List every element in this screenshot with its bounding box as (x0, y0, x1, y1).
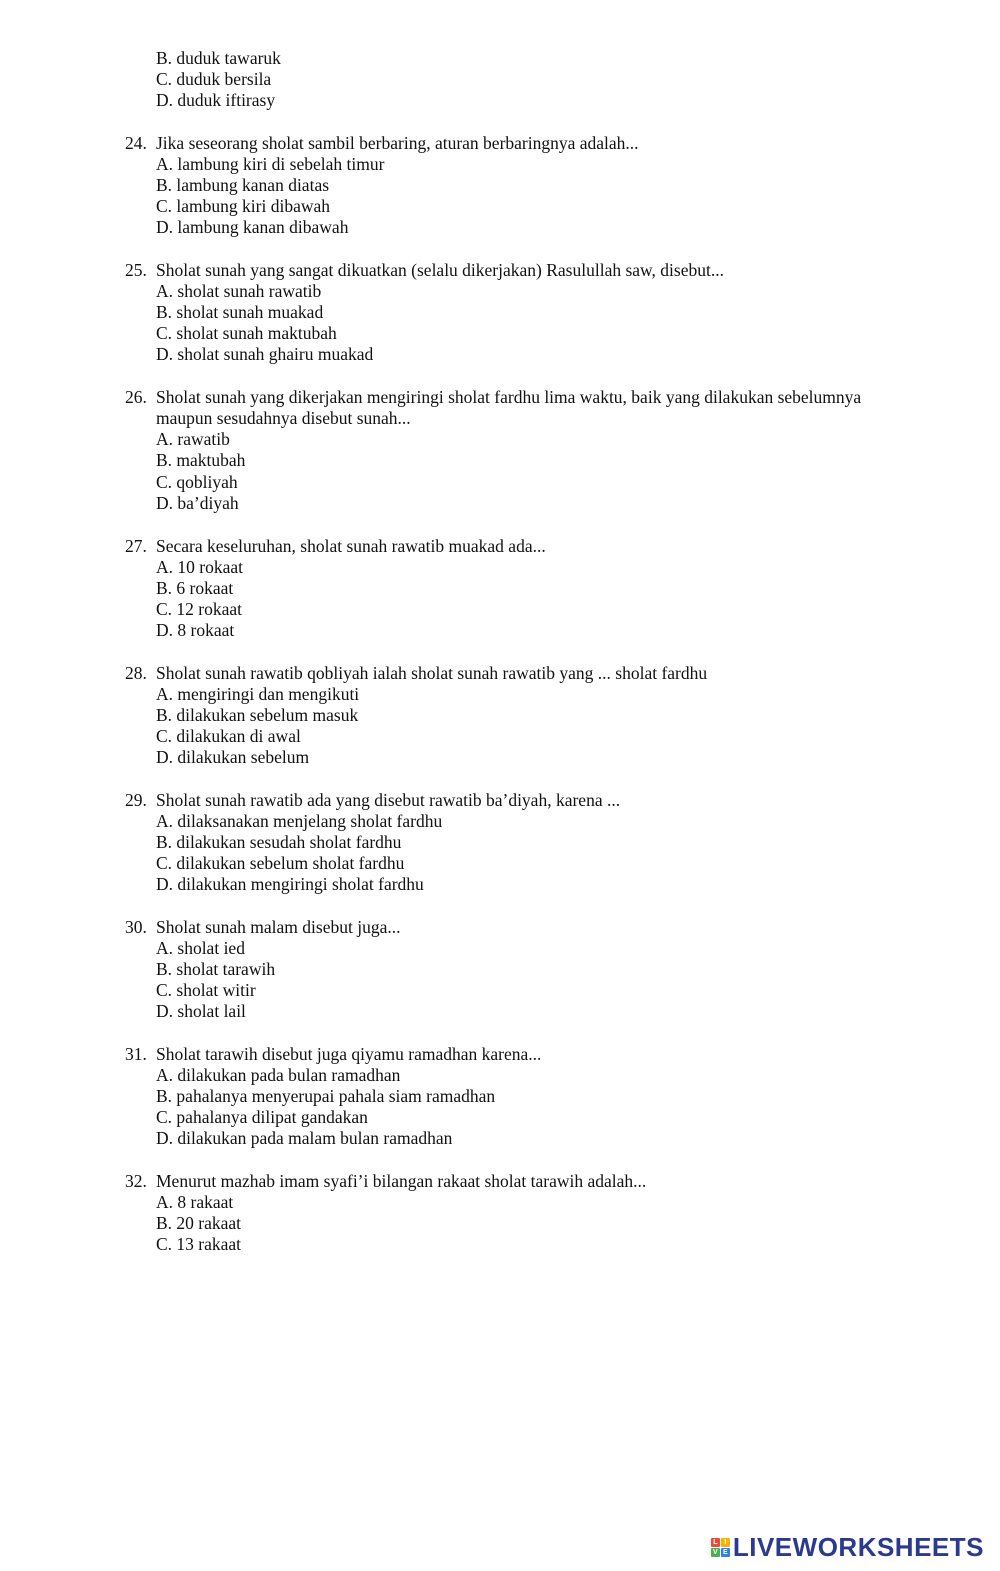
logo-tile: E (721, 1548, 730, 1557)
question-number: 27. (125, 536, 147, 556)
question-number: 29. (125, 790, 147, 810)
question-text: Jika seseorang sholat sambil berbaring, aturan berbaringnya adalah... (156, 133, 639, 153)
question-number: 24. (125, 133, 147, 153)
option-line: C. 13 rakaat (156, 1234, 242, 1254)
option-line: B. 6 rokaat (156, 578, 234, 598)
question-text: Sholat sunah rawatib ada yang disebut rawatib ba’diyah, karena ... (156, 790, 621, 810)
option-line: A. mengiringi dan mengikuti (156, 684, 360, 704)
question-number: 32. (125, 1171, 147, 1191)
option-line: C. duduk bersila (156, 69, 272, 89)
question-number: 26. (125, 387, 147, 407)
option-line: C. dilakukan di awal (156, 726, 301, 746)
option-line: D. dilakukan pada malam bulan ramadhan (156, 1128, 453, 1148)
question-text: Secara keseluruhan, sholat sunah rawatib muakad ada... (156, 536, 546, 556)
question-text: Sholat tarawih disebut juga qiyamu ramadhan karena... (156, 1044, 542, 1064)
option-line: C. lambung kiri dibawah (156, 196, 331, 216)
option-line: D. 8 rokaat (156, 620, 235, 640)
option-line: C. 12 rokaat (156, 599, 243, 619)
option-line: D. lambung kanan dibawah (156, 217, 349, 237)
option-line: D. dilakukan sebelum (156, 747, 310, 767)
option-line: A. rawatib (156, 429, 230, 449)
option-line: B. dilakukan sesudah sholat fardhu (156, 832, 402, 852)
option-line: B. pahalanya menyerupai pahala siam ramadhan (156, 1086, 496, 1106)
logo-tile: L (711, 1538, 720, 1547)
option-line: B. dilakukan sebelum masuk (156, 705, 359, 725)
option-line: B. lambung kanan diatas (156, 175, 330, 195)
option-line: B. sholat sunah muakad (156, 302, 324, 322)
option-line: C. sholat witir (156, 980, 256, 1000)
option-line: B. 20 rakaat (156, 1213, 242, 1233)
option-line: A. dilaksanakan menjelang sholat fardhu (156, 811, 443, 831)
option-line: B. sholat tarawih (156, 959, 276, 979)
option-line: A. sholat sunah rawatib (156, 281, 322, 301)
option-line: D. sholat sunah ghairu muakad (156, 344, 374, 364)
option-line: C. pahalanya dilipat gandakan (156, 1107, 368, 1127)
option-line: D. dilakukan mengiringi sholat fardhu (156, 874, 424, 894)
liveworksheets-logo[interactable] (711, 1532, 984, 1563)
option-line: A. 10 rokaat (156, 557, 243, 577)
option-line: A. sholat ied (156, 938, 245, 958)
option-line: A. dilakukan pada bulan ramadhan (156, 1065, 401, 1085)
option-line: D. duduk iftirasy (156, 90, 276, 110)
option-line: A. lambung kiri di sebelah timur (156, 154, 385, 174)
logo-tile: V (711, 1548, 720, 1557)
question-number: 31. (125, 1044, 147, 1064)
option-line: B. maktubah (156, 450, 246, 470)
logo-text: LIVEWORKSHEETS (732, 1532, 984, 1562)
option-line: D. ba’diyah (156, 493, 239, 513)
question-number: 30. (125, 917, 147, 937)
option-line: D. sholat lail (156, 1001, 246, 1021)
option-line: C. dilakukan sebelum sholat fardhu (156, 853, 405, 873)
option-line: B. duduk tawaruk (156, 48, 281, 68)
question-text: Sholat sunah malam disebut juga... (156, 917, 401, 937)
logo-tile: I (721, 1538, 730, 1547)
option-line: C. sholat sunah maktubah (156, 323, 337, 343)
question-text: Sholat sunah yang dikerjakan mengiringi sholat fardhu lima waktu, baik yang dilakukan sebelumnya maupun sesudahnya disebut sunah... (156, 387, 862, 428)
question-number: 28. (125, 663, 147, 683)
question-text: Menurut mazhab imam syafi’i bilangan rakaat sholat tarawih adalah... (156, 1171, 647, 1191)
question-text: Sholat sunah yang sangat dikuatkan (selalu dikerjakan) Rasulullah saw, disebut... (156, 260, 724, 280)
option-line: A. 8 rakaat (156, 1192, 234, 1212)
question-text: Sholat sunah rawatib qobliyah ialah sholat sunah rawatib yang ... sholat fardhu (156, 663, 708, 683)
liveworksheets-logo-icon (711, 1538, 730, 1557)
question-number: 25. (125, 260, 147, 280)
option-line: C. qobliyah (156, 472, 238, 492)
